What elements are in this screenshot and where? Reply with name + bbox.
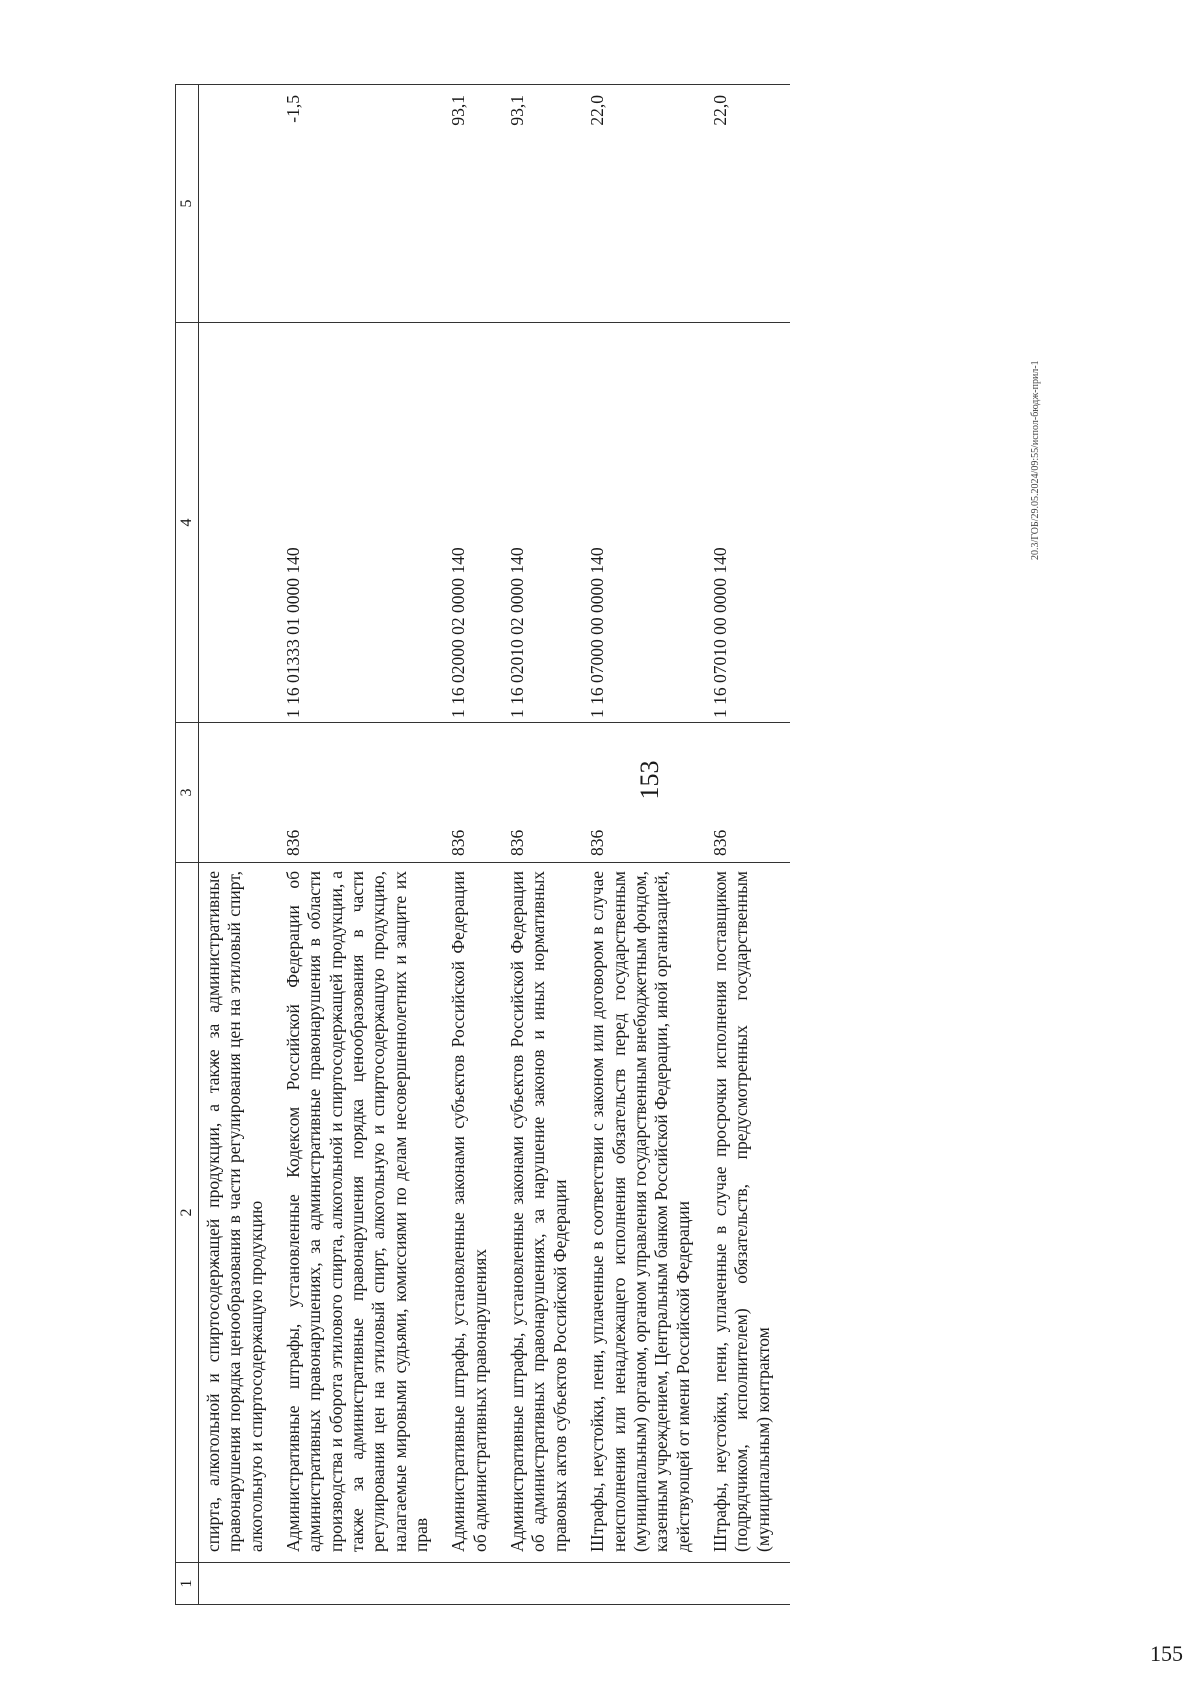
table-row [507,85,587,1605]
row-number-cell [199,1563,284,1605]
sheet-number: 155 [1150,1641,1183,1666]
amount-cell: 22,0 [587,85,710,323]
row-number-cell [507,1563,587,1605]
revenue-code-cell: 1 16 07000 00 0000 140 [587,323,710,723]
header-col-3: 3 [176,723,199,863]
description-cell: Административные штрафы, установленные Кодексом Российской Федерации об административных правонарушениях, за административные правонарушения в области производства и оборота этилового спирта, алкогольной и спиртосодержащей продукции, а также за административные правонарушения порядка ценообразования в части регулирования цен на этиловый спирт, алкогольную и спиртосодержащую продукцию, налагаемые мировыми судьями, комиссиями по делам несовершеннолетних и защите их прав [283,863,448,1563]
revenue-code-cell: 1 16 02010 02 0000 140 [507,323,587,723]
revenue-code-cell: 1 16 01333 01 0000 140 [283,323,448,723]
table-row [199,85,284,1605]
amount-cell [199,85,284,323]
admin-code-cell: 836 [710,723,790,863]
admin-code-cell: 836 [283,723,448,863]
document-footer-code: 20.3/ГОБ/29.05.2024/09:55/испол-бюдж-прил-1 [1030,360,1041,560]
amount-cell: 93,1 [507,85,587,323]
header-col-2: 2 [176,863,199,1563]
row-number-cell [710,1563,790,1605]
revenue-code-cell: 1 16 07010 00 0000 140 [710,323,790,723]
amount-cell: 93,1 [448,85,507,323]
amount-cell: 22,0 [710,85,790,323]
table-row [283,85,448,1605]
header-col-1: 1 [176,1563,199,1605]
amount-cell: -1,5 [283,85,448,323]
revenue-table [175,84,790,1605]
description-cell: спирта, алкогольной и спиртосодержащей продукции, а также за административные правонарушения порядка ценообразования в части регулирования цен на этиловый спирт, алкогольную и спиртосодержащую продукцию [199,863,284,1563]
header-col-5: 5 [176,85,199,323]
admin-code-cell: 836 [448,723,507,863]
table-row [448,85,507,1605]
revenue-code-cell: 1 16 02000 02 0000 140 [448,323,507,723]
table-row [710,85,790,1605]
rotated-table-container [175,85,1025,1605]
row-number-cell [587,1563,710,1605]
description-cell: Штрафы, неустойки, пени, уплаченные в случае просрочки исполнения поставщиком (подрядчиком, исполнителем) обязательств, предусмотренных государственным (муниципальным) контрактом [710,863,790,1563]
description-cell: Административные штрафы, установленные законами субъектов Российской Федерации об административных правонарушениях [448,863,507,1563]
row-number-cell [283,1563,448,1605]
admin-code-cell: 836 [587,723,710,863]
revenue-code-cell [199,323,284,723]
admin-code-cell [199,723,284,863]
description-cell: Административные штрафы, установленные законами субъектов Российской Федерации об административных правонарушениях, за нарушение законов и иных нормативных правовых актов субъектов Российской Федерации [507,863,587,1563]
page-number: 153 [635,760,664,800]
admin-code-cell: 836 [507,723,587,863]
table-row [587,85,710,1605]
table-header-row [176,85,199,1605]
description-cell: Штрафы, неустойки, пени, уплаченные в соответствии с законом или договором в случае неисполнения или ненадлежащего исполнения обязательств перед государственным (муниципальным) органом, органом управления государственным внебюджетным фондом, казенным учреждением, Центральным банком Российской Федерации, иной организацией, действующей от имени Российской Федерации [587,863,710,1563]
row-number-cell [448,1563,507,1605]
header-col-4: 4 [176,323,199,723]
